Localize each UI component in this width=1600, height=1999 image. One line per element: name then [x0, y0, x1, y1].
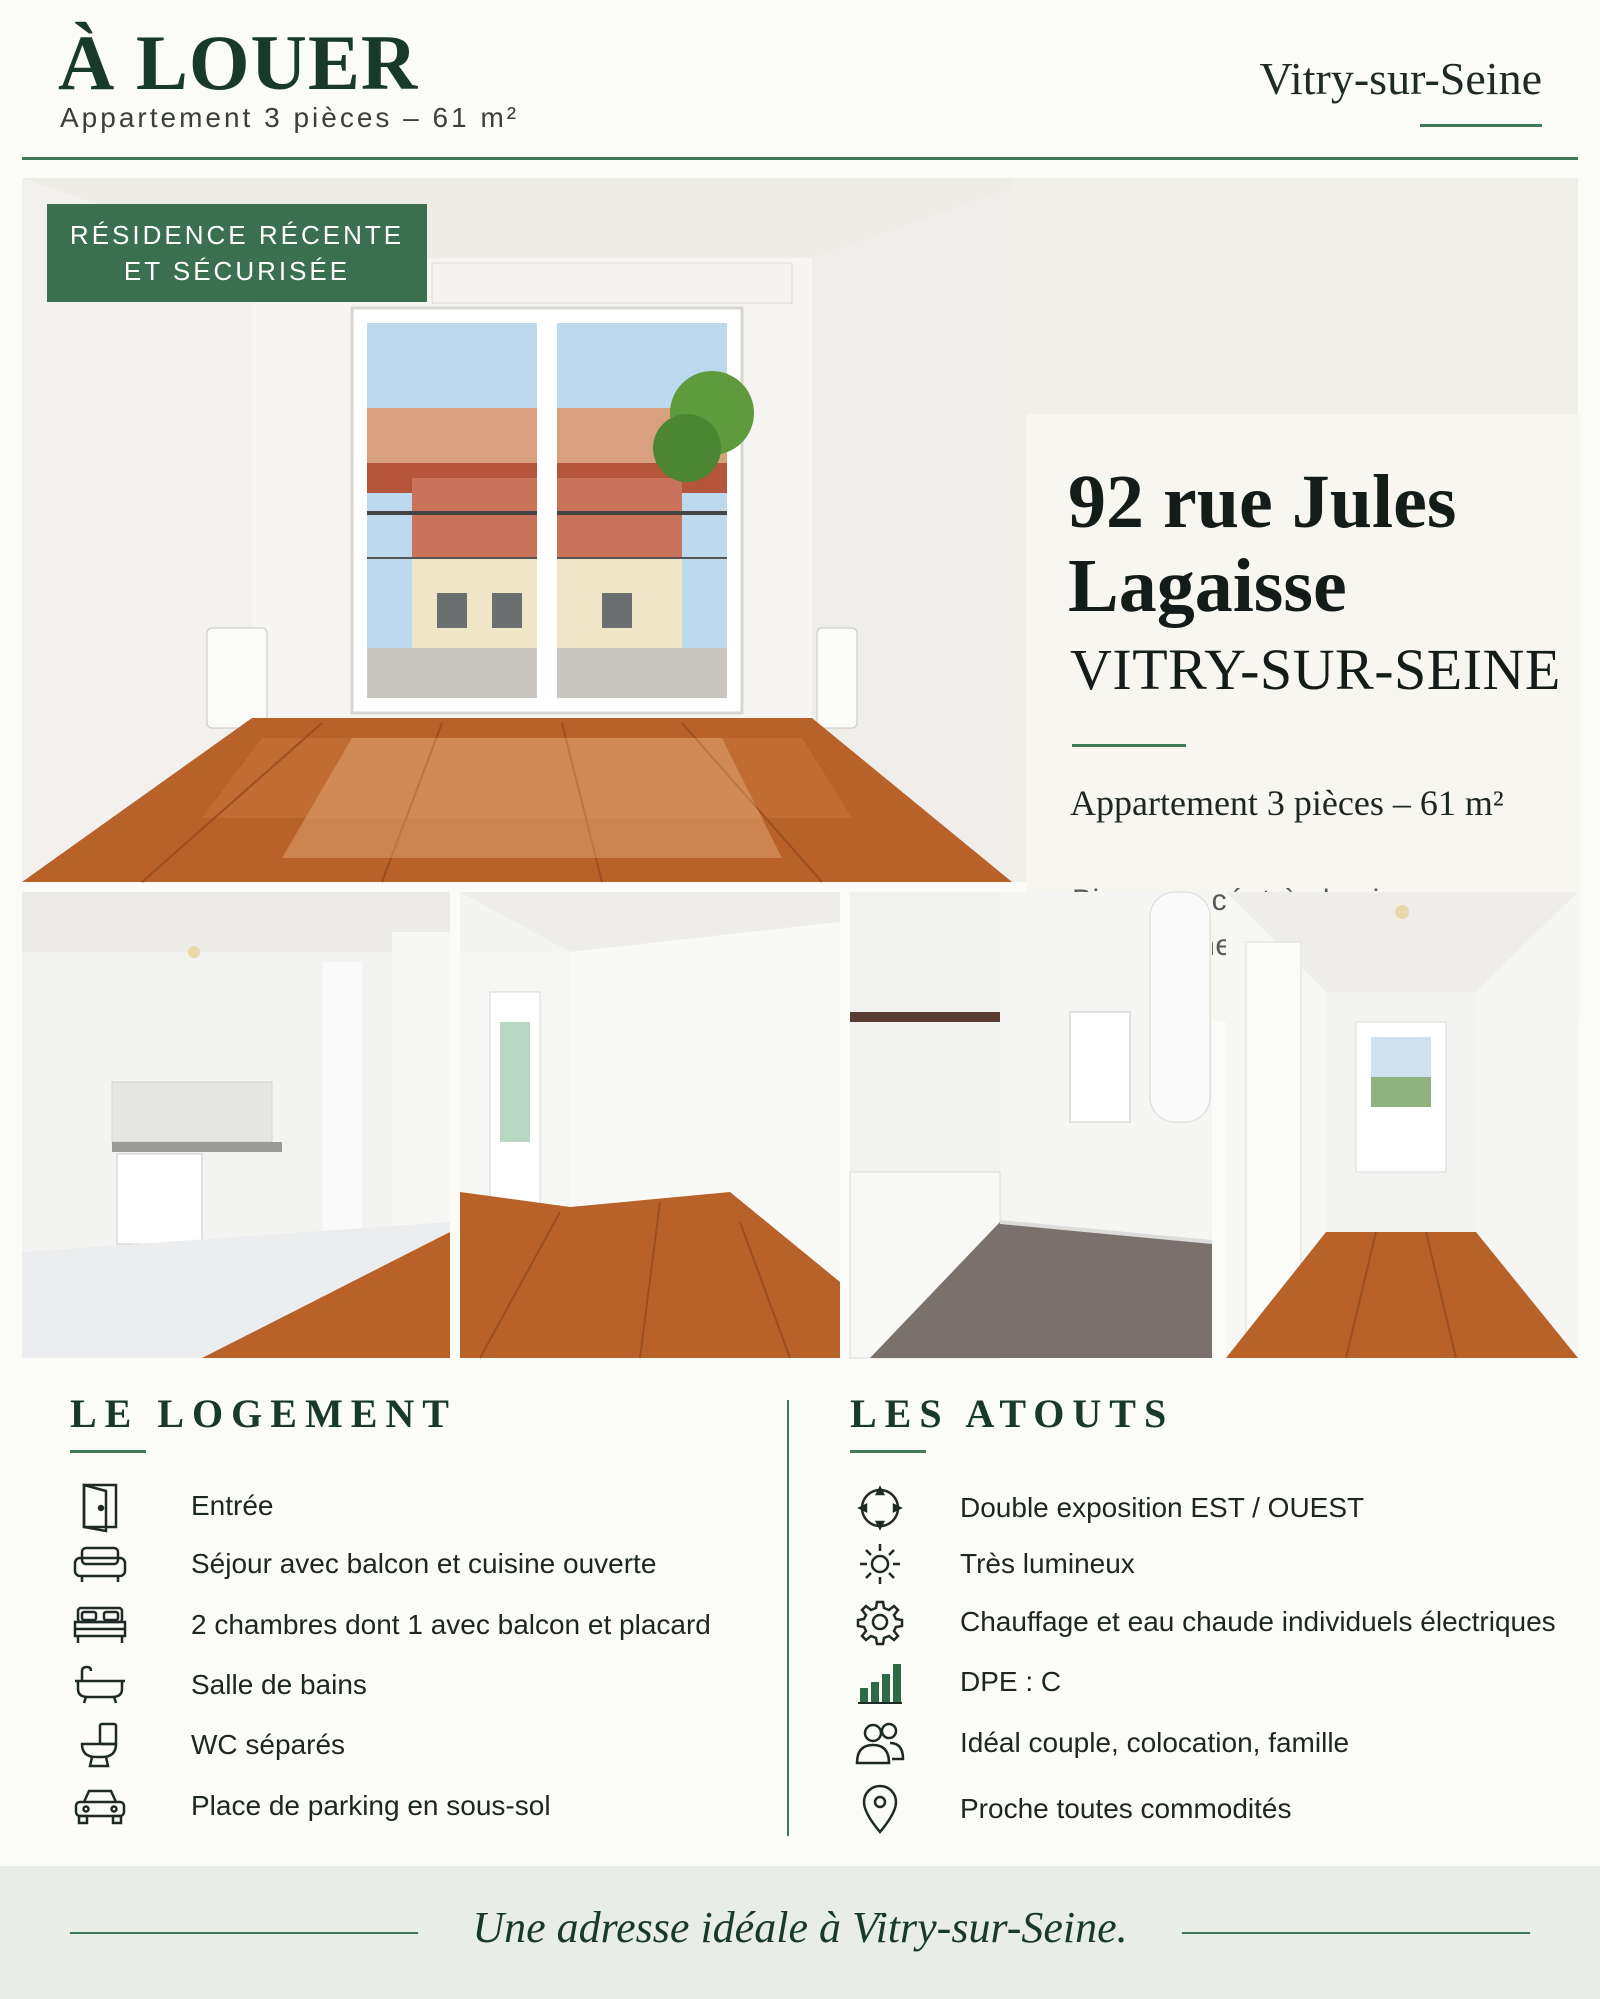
bed-icon [72, 1597, 128, 1653]
logement-item-label: Séjour avec balcon et cuisine ouverte [191, 1548, 657, 1579]
section-divider [787, 1400, 789, 1836]
atouts-item-label: Idéal couple, colocation, famille [960, 1727, 1350, 1758]
atouts-item-label: Proche toutes commodités [960, 1793, 1292, 1824]
toilet-icon [72, 1717, 128, 1773]
card-divider [1072, 744, 1186, 747]
logement-item-label: Entrée [191, 1490, 274, 1521]
property-type: Appartement 3 pièces – 61 m² [1070, 783, 1504, 823]
atouts-item-label: Chauffage et eau chaude individuels électriques [960, 1606, 1556, 1637]
footer-band [0, 1866, 1600, 1999]
photo-bedroom [460, 892, 840, 1358]
section-title-atouts: LES ATOUTS [850, 1391, 1175, 1436]
header-city-underline [1420, 124, 1542, 127]
sofa-icon [72, 1536, 128, 1592]
logement-item-label: 2 chambres dont 1 avec balcon et placard [191, 1609, 711, 1640]
address-city: VITRY-SUR-SEINE [1070, 637, 1561, 702]
logement-item [72, 1778, 551, 1834]
logement-item [72, 1657, 367, 1713]
header-divider [22, 157, 1578, 160]
atouts-item [852, 1594, 1556, 1650]
header-city: Vitry-sur-Seine [1259, 53, 1542, 104]
atouts-item-label: Double exposition EST / OUEST [960, 1492, 1365, 1523]
footer-tagline: Une adresse idéale à Vitry-sur-Seine. [472, 1903, 1128, 1952]
logement-item [72, 1536, 656, 1592]
footer-rule-right [1182, 1932, 1530, 1934]
compass-icon [852, 1480, 908, 1536]
photo-hallway [1226, 892, 1578, 1358]
section-underline-logement [70, 1450, 146, 1453]
atouts-item [852, 1781, 1292, 1837]
badge-line1: RÉSIDENCE RÉCENTE [69, 220, 405, 250]
car-icon [72, 1778, 128, 1834]
page-title: À LOUER [58, 19, 419, 106]
section-title-logement: LE LOGEMENT [70, 1391, 457, 1436]
atouts-item [852, 1715, 1349, 1771]
atouts-item [852, 1654, 1061, 1710]
atouts-item [852, 1536, 1135, 1592]
bathtub-icon [72, 1657, 128, 1713]
logement-item [72, 1478, 274, 1534]
photo-kitchen [22, 892, 450, 1358]
address-street: 92 rue Jules Lagaisse [1068, 460, 1457, 628]
logement-item-label: Salle de bains [191, 1669, 367, 1700]
door-icon [72, 1478, 128, 1534]
gear-icon [852, 1594, 908, 1650]
sun-icon [852, 1536, 908, 1592]
logement-item-label: Place de parking en sous-sol [191, 1790, 551, 1821]
energy-bars-icon [852, 1654, 908, 1710]
page-subtitle: Appartement 3 pièces – 61 m² [60, 102, 520, 133]
location-pin-icon [852, 1781, 908, 1837]
photo-bathroom [850, 892, 1212, 1358]
people-icon [852, 1715, 908, 1771]
residence-badge [47, 204, 427, 302]
badge-line2: ET SÉCURISÉE [123, 256, 351, 286]
atouts-item-label: DPE : C [960, 1666, 1062, 1697]
logement-item [72, 1717, 345, 1773]
logement-item-label: WC séparés [191, 1729, 346, 1760]
section-underline-atouts [850, 1450, 926, 1453]
logement-item [72, 1597, 711, 1653]
atouts-item-label: Très lumineux [960, 1548, 1135, 1579]
atouts-item [852, 1480, 1364, 1536]
